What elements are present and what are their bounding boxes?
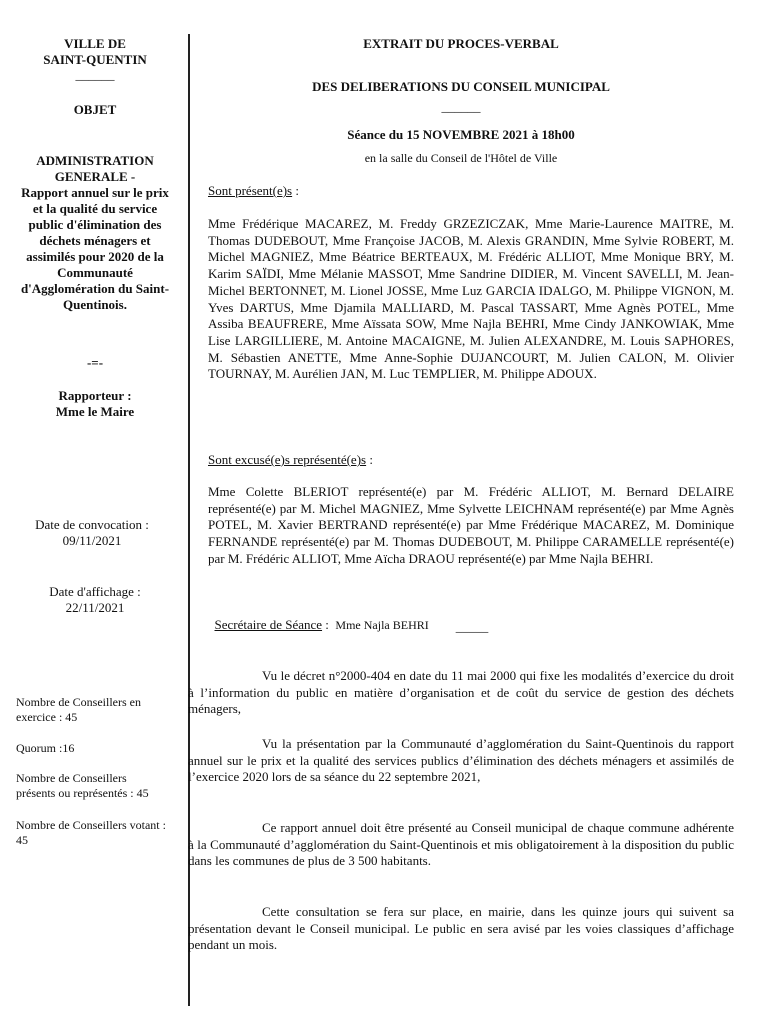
rapporteur-label: Rapporteur : bbox=[58, 388, 132, 403]
convocation bbox=[10, 517, 174, 549]
secretaire-line bbox=[208, 601, 429, 633]
left-divider: -=- bbox=[86, 355, 104, 370]
city-name bbox=[16, 36, 174, 68]
paragraph-decret: Vu le décret n°2000-404 en date du 11 mai 2000 qui fixe les modalités d’exercice du droit à l’information du public en matière d’organisation et de coût du service de gestion des déchets ménagers, bbox=[188, 668, 734, 717]
presents-heading bbox=[208, 183, 299, 199]
subject-block bbox=[18, 153, 172, 313]
city-line-1: VILLE DE bbox=[64, 36, 126, 51]
secretaire-colon: : bbox=[322, 617, 336, 632]
objet-label: OBJET bbox=[73, 102, 117, 117]
secretaire-name: Mme Najla BEHRI bbox=[335, 618, 429, 632]
subject-text: Rapport annuel sur le prix et la qualité du service public d'élimination des déchets ménagers et assimilés pour 2020 de la Communauté d'Agglomération du Saint-Quentinois. bbox=[20, 185, 170, 312]
presents-colon: : bbox=[292, 183, 299, 198]
seance-lieu: en la salle du Conseil de l'Hôtel de Ville bbox=[364, 151, 558, 165]
city-separator: ______ bbox=[75, 67, 115, 82]
affichage-label: Date d'affichage : bbox=[49, 584, 141, 599]
affichage bbox=[16, 584, 174, 616]
rapporteur-name: Mme le Maire bbox=[55, 404, 135, 419]
excuses-list: Mme Colette BLERIOT représenté(e) par M. Frédéric ALLIOT, M. Bernard DELAIRE représenté(e) par M. Michel MAGNIEZ, Mme Sylvette LEICHNAM représenté(e) par Mme Agnès POTEL, M. Xavier BERTRAND représenté(e) par Mme Frédérique MACAREZ, M. Dominique FERNANDE représenté(e) par M. Thomas DUDEBOUT, M. Philippe CARAMELLE représenté(e) par M. Frédéric ALLIOT, Mme Aïcha DRAOU représenté(e) par Mme Najla BEHRI. bbox=[208, 484, 734, 566]
paragraph-rapport: Ce rapport annuel doit être présenté au Conseil municipal de chaque commune adhérente à la Communauté d’agglomération du Saint-Quentinois et mis obligatoirement à la disposition du public dans les communes de plus de 3 500 habitants. bbox=[188, 820, 734, 869]
excuses-label: Sont excusé(e)s représenté(e)s bbox=[208, 452, 367, 467]
convocation-date: 09/11/2021 bbox=[62, 533, 122, 548]
paragraph-consultation: Cette consultation se fera sur place, en mairie, dans les quinze jours qui suivent sa présentation devant le Conseil municipal. Le public en sera avisé par les voies classiques d’affichage pendant un mois. bbox=[188, 904, 734, 953]
secretaire-label: Secrétaire de Séance bbox=[214, 617, 323, 632]
city-line-2: SAINT-QUENTIN bbox=[43, 52, 147, 67]
subject-heading: ADMINISTRATION GENERALE - bbox=[36, 153, 154, 184]
stat-presents: Nombre de Conseillers présents ou représentés : 45 bbox=[16, 771, 149, 800]
seance-date: Séance du 15 NOVEMBRE 2021 à 18h00 bbox=[347, 127, 575, 142]
rapporteur bbox=[16, 388, 174, 420]
title-deliberations: DES DELIBERATIONS DU CONSEIL MUNICIPAL bbox=[312, 79, 610, 94]
stat-quorum: Quorum :16 bbox=[16, 741, 75, 755]
excuses-colon: : bbox=[366, 452, 373, 467]
paragraph-presentation: Vu la présentation par la Communauté d’agglomération du Saint-Quentinois du rapport annuel sur le prix et la qualité des services publics d’élimination des déchets ménagers et assimilés de l’exercice 2020 lors de sa séance du 22 septembre 2021, bbox=[188, 736, 734, 785]
title-proces-verbal: EXTRAIT DU PROCES-VERBAL bbox=[363, 36, 559, 51]
secretaire-separator: _____ bbox=[455, 619, 489, 634]
header-separator: ______ bbox=[441, 99, 481, 114]
convocation-label: Date de convocation : bbox=[35, 517, 149, 532]
presents-label: Sont présent(e)s bbox=[208, 183, 293, 198]
excuses-heading bbox=[208, 452, 373, 468]
stat-votant: Nombre de Conseillers votant : 45 bbox=[16, 818, 166, 847]
stat-exercice: Nombre de Conseillers en exercice : 45 bbox=[16, 695, 141, 724]
affichage-date: 22/11/2021 bbox=[65, 600, 125, 615]
presents-list: Mme Frédérique MACAREZ, M. Freddy GRZEZICZAK, Mme Marie-Laurence MAITRE, M. Thomas DUDEBOUT, Mme Françoise JACOB, M. Alexis GRANDIN, Mme Sylvie ROBERT, M. Michel MAGNIEZ, Mme Béatrice BERTEAUX, M. Frédéric ALLIOT, Mme Monique BRY, M. Karim SAÏDI, Mme Mélanie MASSOT, Mme Sandrine DIDIER, M. Vincent SAVELLI, M. Jean-Michel BERTONNET, M. Lionel JOSSE, Mme Luz GARCIA IDALGO, M. Philippe VIGNON, M. Yves DARTUS, Mme Djamila MALLIARD, M. Pascal TASSART, Mme Agnès POTEL, Mme Assiba BEAUFRERE, Mme Aïssata SOW, Mme Najla BEHRI, Mme Cindy JANKOWIAK, Mme Lise LARGILLIERE, M. Antoine MACAIGNE, M. Julien ALEXANDRE, M. Louis SAPHORES, M. Sébastien ANETTE, Mme Anne-Sophie DUJANCOURT, M. Julien CALON, M. Olivier TOURNAY, M. Aurélien JAN, M. Luc TEMPLIER, M. Philippe ADOUX. bbox=[208, 216, 734, 382]
